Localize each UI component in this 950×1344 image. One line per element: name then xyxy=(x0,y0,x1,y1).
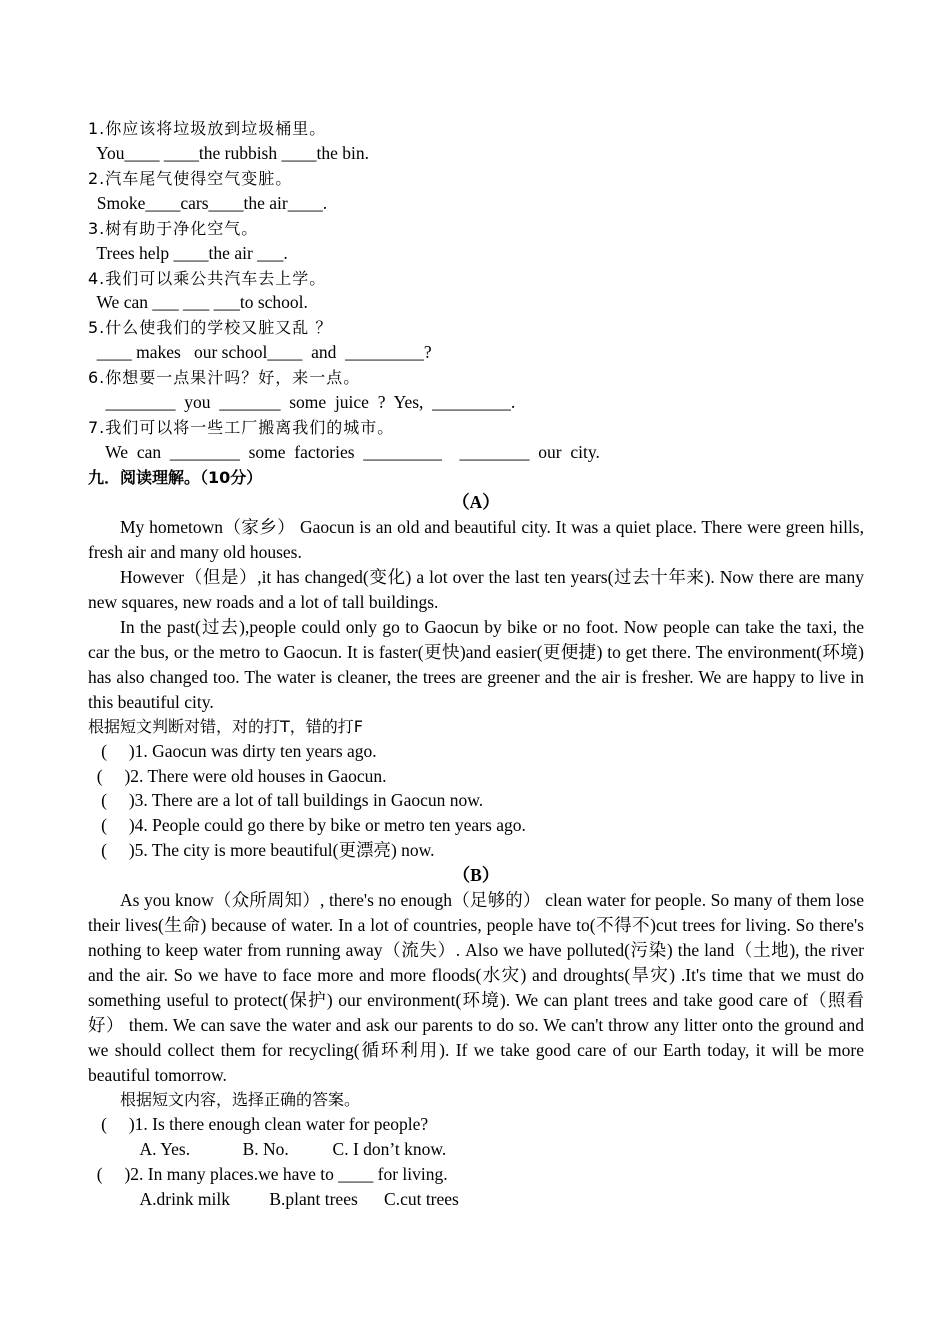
item-7-english: We can ________ some factories _________ ________ our city. xyxy=(88,442,600,462)
part-a-question-4: ( )4. People could go there by bike or metro ten years ago. xyxy=(88,815,526,835)
part-b-question-1-options: A. Yes. B. No. C. I don’t know. xyxy=(88,1139,447,1159)
part-a-question-5: ( )5. The city is more beautiful(更漂亮) now. xyxy=(88,840,435,860)
item-3-english: Trees help ____the air ___. xyxy=(88,243,288,263)
item-4-chinese: 4.我们可以乘公共汽车去上学。 xyxy=(88,269,327,288)
item-3-chinese: 3.树有助于净化空气。 xyxy=(88,219,259,238)
part-b-question-2: ( )2. In many places.we have to ____ for living. xyxy=(88,1164,448,1184)
part-a-instruction: 根据短文判断对错，对的打T，错的打F xyxy=(88,717,363,736)
part-a-paragraph-2: However（但是）,it has changed(变化) a lot over the last ten years(过去十年来). Now there are many new squares, new roads and a lot of tall buildings. xyxy=(88,567,864,612)
item-7-chinese: 7.我们可以将一些工厂搬离我们的城市。 xyxy=(88,418,395,437)
item-5-english: ____ makes our school____ and _________? xyxy=(88,342,432,362)
part-a-question-2: ( )2. There were old houses in Gaocun. xyxy=(88,766,387,786)
part-b-label: （B） xyxy=(452,865,500,885)
part-a-paragraph-1: My hometown（家乡） Gaocun is an old and beautiful city. It was a quiet place. There were green hills, fresh air and many old houses. xyxy=(88,517,864,562)
part-b-paragraph: As you know（众所周知）, there's no enough（足够的） clean water for people. So many of them lose their lives(生命) because of water. In a lot of countries, people have to(不得不)cut trees for living. So there's nothing to keep water from running away（流失）. Also we have polluted(污染) the land（土地), the river and the air. So we have to face more and more floods(水灾) and droughts(旱灾) .It's time that we must do something useful to protect(保护) our environment(环境). We can plant trees and take good care of（照看好） them. We can save the water and ask our parents to do so. We can't throw any litter onto the ground and we should collect them for recycling(循环利用). If we take good care of our Earth today, it will be more beautiful tomorrow. xyxy=(88,890,864,1085)
part-a-question-3: ( )3. There are a lot of tall buildings in Gaocun now. xyxy=(88,790,484,810)
item-6-chinese: 6.你想要一点果汁吗？好，来一点。 xyxy=(88,368,361,387)
item-1-english: You____ ____the rubbish ____the bin. xyxy=(88,143,369,163)
part-b-question-1: ( )1. Is there enough clean water for people? xyxy=(88,1114,429,1134)
item-4-english: We can ___ ___ ___to school. xyxy=(88,292,308,312)
part-b-question-2-options: A.drink milk B.plant trees C.cut trees xyxy=(88,1189,459,1209)
part-a-label: （A） xyxy=(452,492,500,512)
item-6-english: ________ you _______ some juice ? Yes, _________. xyxy=(88,392,516,412)
item-5-chinese: 5.什么使我们的学校又脏又乱 ？ xyxy=(88,318,333,337)
part-a-paragraph-3: In the past(过去),people could only go to Gaocun by bike or no foot. Now people can take the taxi, the car the bus, or the metro to Gaocun. It is faster(更快)and easier(更便捷) to get there. The environment(环境) has also changed too. The water is cleaner, the trees are greener and the air is fresher. We are happy to live in this beautiful city. xyxy=(88,617,864,712)
section-heading: 九．阅读理解。（10分） xyxy=(88,468,263,487)
item-2-english: Smoke____cars____the air____. xyxy=(88,193,328,213)
part-a-question-1: ( )1. Gaocun was dirty ten years ago. xyxy=(88,741,377,761)
part-b-instruction: 根据短文内容，选择正确的答案。 xyxy=(120,1090,361,1109)
item-2-chinese: 2.汽车尾气使得空气变脏。 xyxy=(88,169,293,188)
item-1-chinese: 1.你应该将垃圾放到垃圾桶里。 xyxy=(88,119,327,138)
